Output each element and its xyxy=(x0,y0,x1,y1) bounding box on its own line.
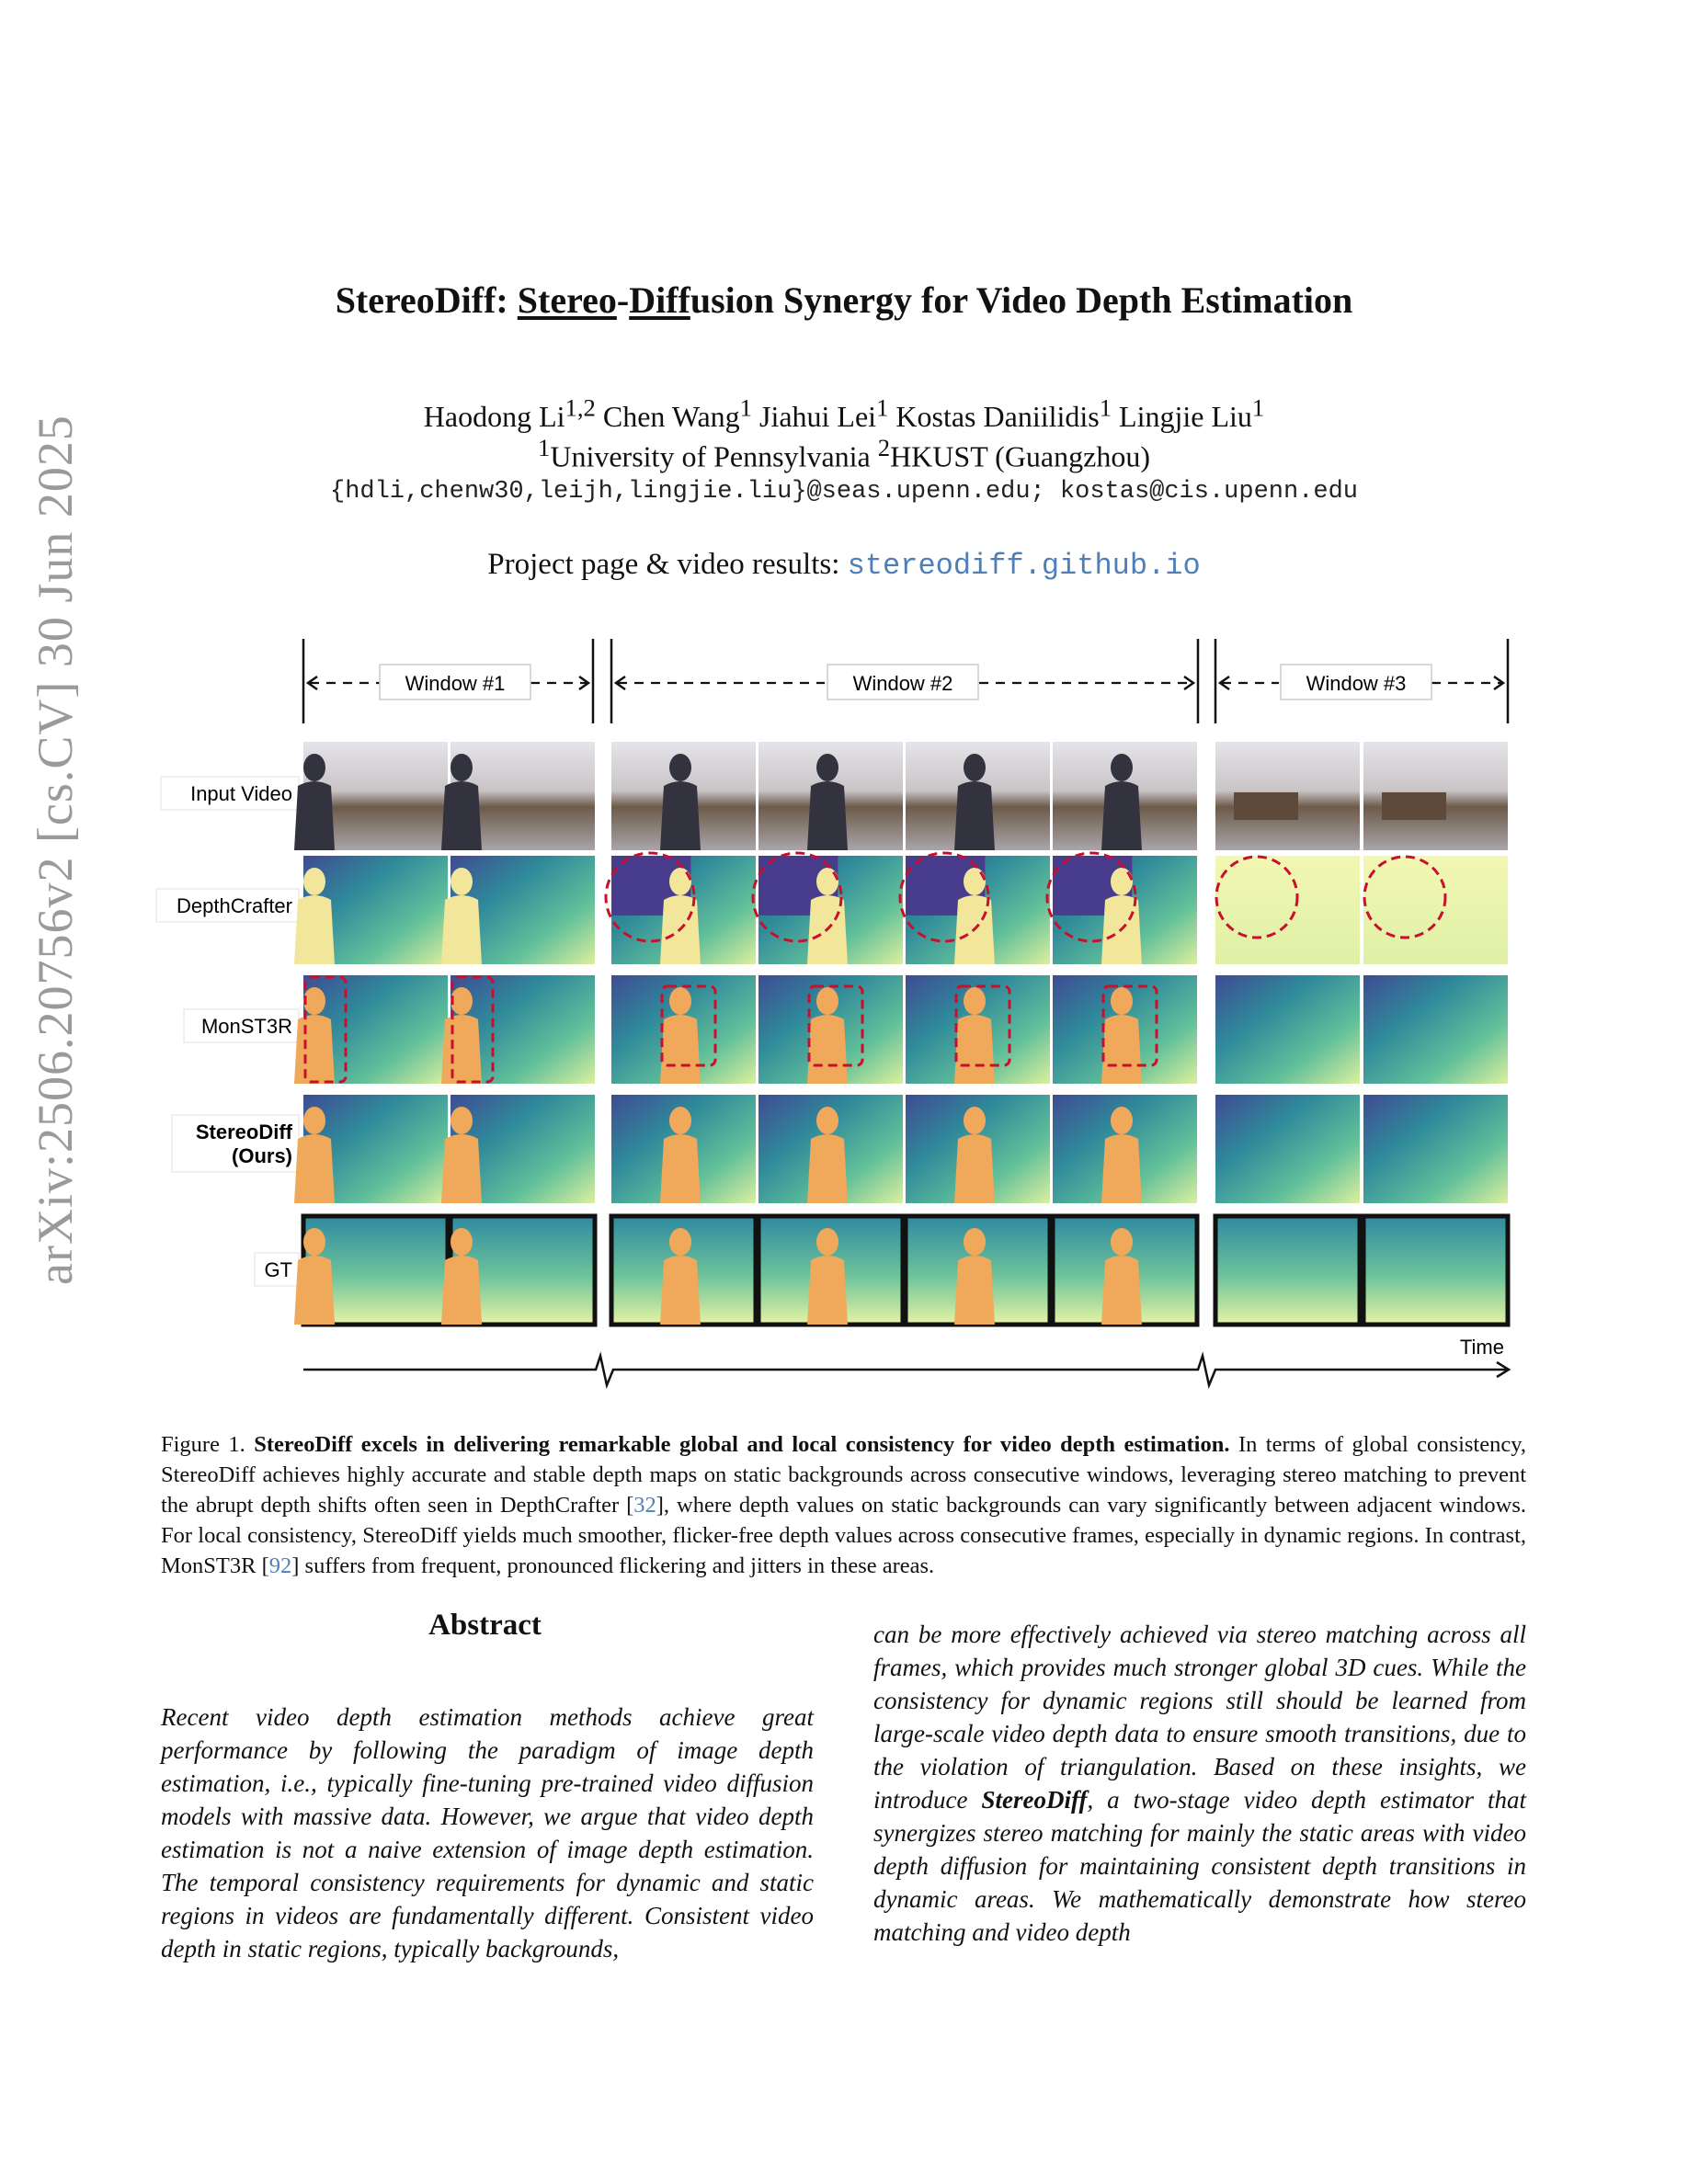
person-head xyxy=(1111,987,1133,1015)
person-body xyxy=(441,1015,482,1084)
video-frame xyxy=(1215,1095,1360,1203)
person-body xyxy=(660,781,701,850)
affiliations: $^1$University of Pennsylvania $^2$HKUST (Guangzhou) xyxy=(538,434,1150,473)
person-head xyxy=(303,754,325,781)
person-head xyxy=(964,1107,986,1134)
row-label-gt: GT xyxy=(264,1258,292,1281)
person-body xyxy=(954,781,995,850)
window-1-label: Window #1 xyxy=(405,672,506,695)
person-head xyxy=(964,1228,986,1256)
person-body xyxy=(660,1256,701,1325)
window-3-label: Window #3 xyxy=(1306,672,1407,695)
author: Lingjie Liu$^1$ xyxy=(1119,393,1265,433)
person-body xyxy=(441,895,482,964)
row-labels xyxy=(156,777,299,1286)
person-head xyxy=(1111,1228,1133,1256)
person-body xyxy=(1101,1015,1142,1084)
abstract-left-column: Recent video depth estimation methods achieve great performance by following the paradigm of image depth estimation, i.e., typically fine-tuning pre-trained video diffusion models with massive data. However, we argue that video depth estimation is not a naive extension of image depth estimation. The temporal consistency requirements for dynamic and static regions in videos are fundamentally different. Consistent video depth in static regions, typically backgrounds, xyxy=(161,1703,814,1962)
person-body xyxy=(441,1256,482,1325)
person-body xyxy=(954,1256,995,1325)
person-head xyxy=(669,754,691,781)
person-body xyxy=(294,895,335,964)
caption-label: Figure 1. xyxy=(161,1432,245,1457)
citation-link[interactable]: 92 xyxy=(268,1553,292,1578)
abstract-right-column: can be more effectively achieved via stereo matching across all frames, which provides much stronger global 3D cues. While the consistency for dynamic regions still should be learned from large-scale video depth data to ensure smooth transitions, due to the violation of triangulation. Based on these insights, we introduce StereoDiff, a two-stage video depth estimator that synergizes stereo matching for mainly the static areas with video depth diffusion for maintaining consistent depth transitions in dynamic areas. We mathematically demonstrate how stereo matching and video depth xyxy=(873,1621,1526,1946)
person-head xyxy=(303,868,325,895)
row-label-monst3r: MonST3R xyxy=(200,1015,292,1038)
person-head xyxy=(964,868,986,895)
person-body xyxy=(807,1134,848,1203)
person-head xyxy=(1111,1107,1133,1134)
person-body xyxy=(660,1134,701,1203)
project-link[interactable]: stereodiff.github.io xyxy=(847,549,1201,583)
caption-bold: StereoDiff excels in delivering remarkable global and local consistency for video depth estimation. xyxy=(254,1432,1230,1457)
person-body xyxy=(1101,1134,1142,1203)
row-label-input: Input Video xyxy=(190,782,292,805)
row-label-depthcrafter: DepthCrafter xyxy=(177,894,292,917)
person-head xyxy=(303,1107,325,1134)
row-label-ours: (Ours) xyxy=(232,1144,292,1167)
person-body xyxy=(807,1256,848,1325)
person-body xyxy=(294,781,335,850)
person-head xyxy=(964,987,986,1015)
person-body xyxy=(1101,781,1142,850)
author: Kostas Daniilidis$^1$ xyxy=(895,393,1112,433)
video-frame xyxy=(1215,975,1360,1084)
person-body xyxy=(1101,1256,1142,1325)
person-head xyxy=(451,1107,473,1134)
arxiv-identifier: arXiv:2506.20756v2 [cs.CV] 30 Jun 2025 xyxy=(28,415,83,1285)
person-head xyxy=(451,754,473,781)
author-list xyxy=(0,393,1688,434)
person-head xyxy=(1111,754,1133,781)
desk xyxy=(1382,792,1446,820)
person-body xyxy=(294,1015,335,1084)
person-head xyxy=(816,754,838,781)
person-head xyxy=(816,1228,838,1256)
person-body xyxy=(954,1134,995,1203)
window-2-label: Window #2 xyxy=(852,672,953,695)
method-name: StereoDiff xyxy=(981,1786,1088,1814)
person-head xyxy=(669,1228,691,1256)
person-head xyxy=(816,987,838,1015)
row-label-stereodiff: StereoDiff xyxy=(195,1120,292,1143)
person-head xyxy=(669,868,691,895)
time-axis xyxy=(303,1356,1509,1385)
person-head xyxy=(303,1228,325,1256)
person-body xyxy=(660,1015,701,1084)
video-frame xyxy=(1363,1095,1508,1203)
author-emails: {hdli,chenw30,leijh,lingjie.liu}@seas.upenn.edu; kostas@cis.upenn.edu xyxy=(330,478,1358,506)
person-body xyxy=(294,1134,335,1203)
title-diff: Diff xyxy=(629,279,690,321)
citation-link[interactable]: 32 xyxy=(633,1493,656,1518)
paper-title xyxy=(0,279,1688,322)
video-frame xyxy=(1215,1216,1360,1325)
person-head xyxy=(303,987,325,1015)
title-stereo: Stereo xyxy=(517,279,617,321)
person-body xyxy=(807,1015,848,1084)
abstract-heading: Abstract xyxy=(428,1609,542,1642)
person-body xyxy=(294,1256,335,1325)
video-frame xyxy=(1363,975,1508,1084)
person-body xyxy=(954,1015,995,1084)
author: Haodong Li$^{1,2}$ xyxy=(423,393,596,433)
author: Jiahui Lei$^1$ xyxy=(758,393,889,433)
frame-grid xyxy=(294,742,1508,1325)
person-head xyxy=(451,987,473,1015)
person-head xyxy=(451,868,473,895)
title-prefix: StereoDiff: xyxy=(335,279,518,321)
person-body xyxy=(441,1134,482,1203)
person-head xyxy=(669,1107,691,1134)
person-head xyxy=(964,754,986,781)
figure-caption: Figure 1. StereoDiff excels in delivering remarkable global and local consistency for video depth estimation. In terms of global consistency, StereoDiff achieves highly accurate and stable depth maps on static backgrounds across consecutive windows, leveraging stereo matching to prevent the abrupt depth shifts often seen in DepthCrafter [32], where depth values on static backgrounds can vary significantly between adjacent windows. For local consistency, StereoDiff yields much smoother, flicker-free depth values across consecutive frames, especially in dynamic regions. In contrast, MonST3R [92] suffers from frequent, pronounced flickering and jitters in these areas. xyxy=(161,1432,1527,1578)
title-dash: - xyxy=(616,279,630,321)
person-body xyxy=(441,781,482,850)
figure-1 xyxy=(152,639,1535,1406)
person-body xyxy=(807,781,848,850)
person-head xyxy=(816,1107,838,1134)
desk xyxy=(1234,792,1298,820)
person-head xyxy=(669,987,691,1015)
person-head xyxy=(1111,868,1133,895)
video-frame xyxy=(1363,1216,1508,1325)
title-rest: usion Synergy for Video Depth Estimation xyxy=(690,279,1353,321)
author: Chen Wang$^1$ xyxy=(602,393,752,433)
person-head xyxy=(451,1228,473,1256)
time-label: Time xyxy=(1459,1336,1504,1359)
project-label: Project page & video results: xyxy=(487,548,848,581)
project-line xyxy=(0,548,1688,583)
person-head xyxy=(816,868,838,895)
